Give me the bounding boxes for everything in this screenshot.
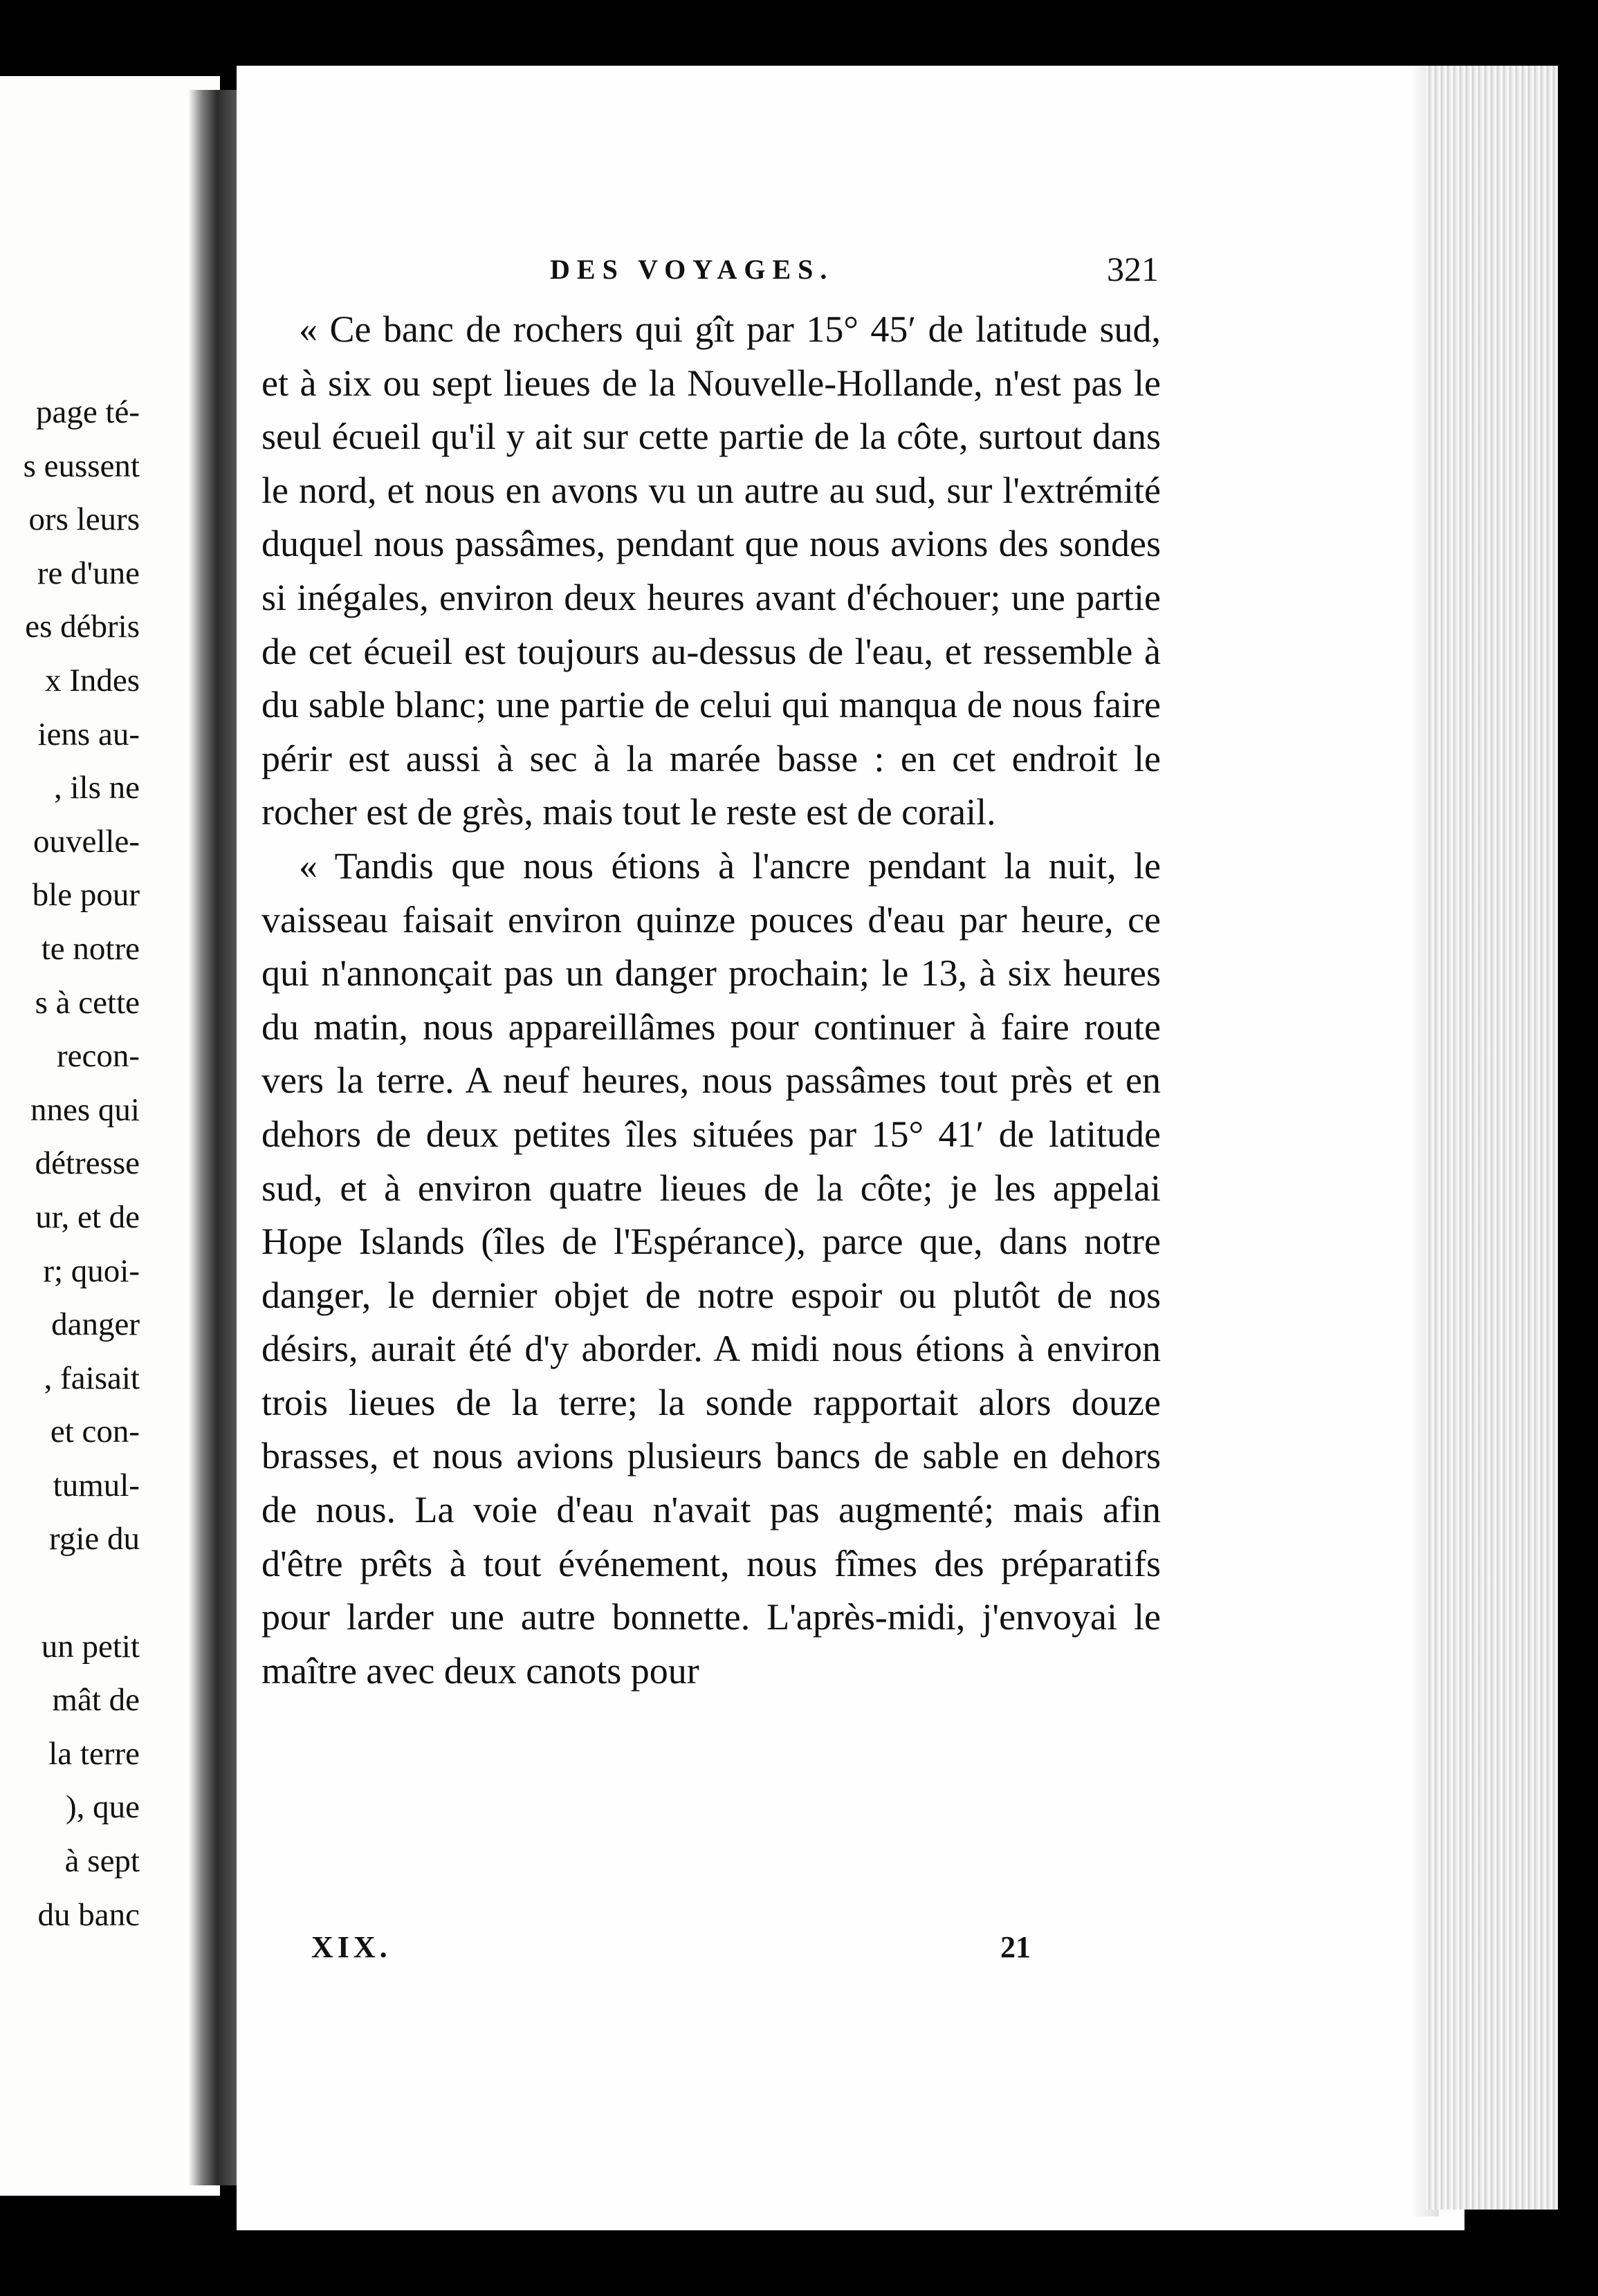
paragraph-1: « Ce banc de rochers qui gît par 15° 45′ de latitude sud, et à six ou sept lieues de la Nouvelle-Hollande, n'est pas le seul écueil qu'il y ait sur cette partie de la côte, surtout dans le nord, et nous en avons vu un autre au sud, sur l'extrémité duquel nous passâmes, pendant que nous avions des sondes si inégales, environ deux heures avant d'échouer; une partie de cet écueil est toujours au-dessus de l'eau, et ressemble à du sable blanc; une partie de celui qui manqua de nous faire périr est aussi à sec à la marée basse : en cet endroit le rocher est de grès, mais tout le reste est de corail. (261, 308, 1161, 833)
previous-page-line: r; quoi- (43, 1252, 140, 1289)
previous-page-text (24, 386, 140, 1942)
page-body (261, 303, 1161, 1698)
previous-page-line: ors leurs (28, 501, 140, 538)
signature-number: 21 (1000, 1930, 1031, 1964)
previous-page-line: es débris (25, 609, 140, 645)
previous-page-line: ouvelle- (33, 823, 140, 860)
page-number: 321 (1107, 250, 1159, 288)
previous-page-line: rgie du (49, 1521, 140, 1557)
previous-page-line: un petit (41, 1628, 140, 1665)
previous-page-line: , ils ne (53, 770, 140, 806)
previous-page-line: page té- (35, 394, 140, 430)
previous-page-line: , faisait (44, 1360, 140, 1396)
previous-page-line: nnes qui (30, 1091, 140, 1128)
previous-page-line: recon- (56, 1038, 140, 1075)
previous-page-line: ), que (65, 1789, 140, 1826)
previous-page-line: mât de (52, 1682, 140, 1719)
previous-page-line: s eussent (23, 447, 140, 484)
previous-page-line: re d'une (37, 555, 140, 591)
page-fore-edge (1425, 66, 1558, 2210)
page-header (263, 249, 1159, 297)
running-title: DES VOYAGES. (550, 254, 834, 285)
previous-page-line: ble pour (32, 877, 140, 914)
previous-page-line: te notre (41, 930, 140, 967)
previous-page-line: danger (51, 1306, 140, 1343)
previous-page-line: du banc (37, 1896, 140, 1933)
previous-page-line: et con- (50, 1414, 140, 1450)
previous-page-line: iens au- (37, 716, 140, 752)
previous-page (0, 76, 220, 2196)
paragraph-2: « Tandis que nous étions à l'ancre pendant la nuit, le vaisseau faisait environ quinze pouces d'eau par heure, ce qui n'annonçait pas un danger prochain; le 13, à six heures du matin, nous appareillâmes pour continuer à faire route vers la terre. A neuf heures, nous passâmes tout près et en dehors de deux petites îles situées par 15° 41′ de latitude sud, et à environ quatre lieues de la côte; je les appelai Hope Islands (îles de l'Espérance), parce que, dans notre danger, le dernier objet de notre espoir ou plutôt de nos désirs, aurait été d'y aborder. A midi nous étions à environ trois lieues de la terre; la sonde rapportait alors douze brasses, et nous avions plusieurs bancs de sable en dehors de nous. La voie d'eau n'avait pas augmenté; mais afin d'être prêts à tout événement, nous fîmes des préparatifs pour larder une autre bonnette. L'après-midi, j'envoyai le maître avec deux canots pour (261, 844, 1161, 1692)
previous-page-line (24, 1566, 140, 1620)
previous-page-line: s à cette (35, 984, 140, 1021)
previous-page-line: la terre (48, 1735, 140, 1772)
previous-page-line: tumul- (53, 1467, 140, 1503)
previous-page-line: détresse (35, 1145, 140, 1182)
signature-mark: XIX. (311, 1930, 392, 1964)
page-footer (311, 1929, 1031, 1971)
book-gutter (188, 90, 237, 2185)
previous-page-line: x Indes (44, 662, 140, 698)
previous-page-line: ur, et de (35, 1198, 140, 1235)
previous-page-line: à sept (64, 1843, 140, 1880)
